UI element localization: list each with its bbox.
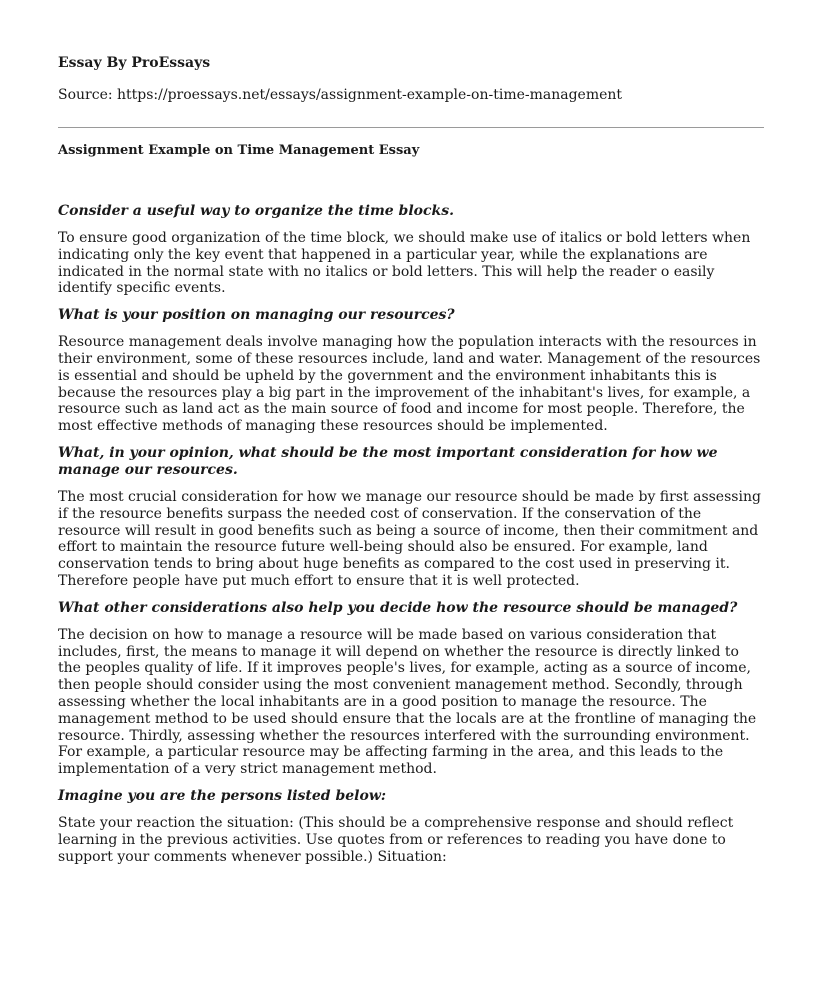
section-answer: To ensure good organization of the time block, we should make use of italics or bold letters when indicating only the key event that happened in a particular year, while the explanations are indicated in the normal state with no italics or bold letters. This will help the reader o easily identify specific events. <box>58 230 751 297</box>
section-answer: State your reaction the situation: (This should be a comprehensive response and should reflect learning in the previous activities. Use quotes from or references to reading you have done to support your comments whenever possible.) Situation: <box>58 814 734 865</box>
header-divider <box>58 127 764 128</box>
section-question: What other considerations also help you decide how the resource should be managed? <box>58 599 738 616</box>
section-question: Imagine you are the persons listed below: <box>58 787 387 804</box>
section-question: What, in your opinion, what should be the most important consideration for how we manage our resources. <box>58 444 718 478</box>
section <box>58 307 764 435</box>
section-answer: The most crucial consideration for how we manage our resource should be made by first assessing if the resource benefits surpass the needed cost of conservation. If the conservation of the resource will result in good benefits such as being a source of income, then their commitment and effort to maintain the resource future well-being should also be ensured. For example, land conservation tends to bring about huge benefits as compared to the cost used in preserving it. Therefore people have put much effort to ensure that it is well protected. <box>58 488 761 589</box>
document-body <box>58 203 764 875</box>
section-question: Consider a useful way to organize the time blocks. <box>58 203 454 219</box>
section-answer: Resource management deals involve managing how the population interacts with the resources in their environment, some of these resources include, land and water. Management of the resources is essential and should be upheld by the government and the environment inhabitants this is because the resources play a big part in the improvement of the inhabitant's lives, for example, a resource such as land act as the main source of food and income for most people. Therefore, the most effective methods of managing these resources should be implemented. <box>58 334 761 435</box>
source-line: Source: https://proessays.net/essays/assignment-example-on-time-management <box>58 87 623 103</box>
section <box>58 445 764 590</box>
section <box>58 203 764 297</box>
document-title: Assignment Example on Time Management Essay <box>58 143 420 158</box>
section <box>58 788 764 865</box>
section-answer: The decision on how to manage a resource will be made based on various consideration that includes, first, the means to manage it will depend on whether the resource is directly linked to the peoples quality of life. If it improves people's lives, for example, acting as a source of income, then people should consider using the most convenient management method. Secondly, through assessing whether the local inhabitants are in a good position to manage the resource. The management method to be used should ensure that the locals are at the frontline of managing the resource. Thirdly, assessing whether the resources interfered with the surrounding environment. For example, a particular resource may be affecting farming in the area, and this leads to the implementation of a very strict management method. <box>58 626 757 778</box>
site-name: Essay By ProEssays <box>58 55 211 71</box>
section-question: What is your position on managing our resources? <box>58 307 455 324</box>
section <box>58 600 764 778</box>
